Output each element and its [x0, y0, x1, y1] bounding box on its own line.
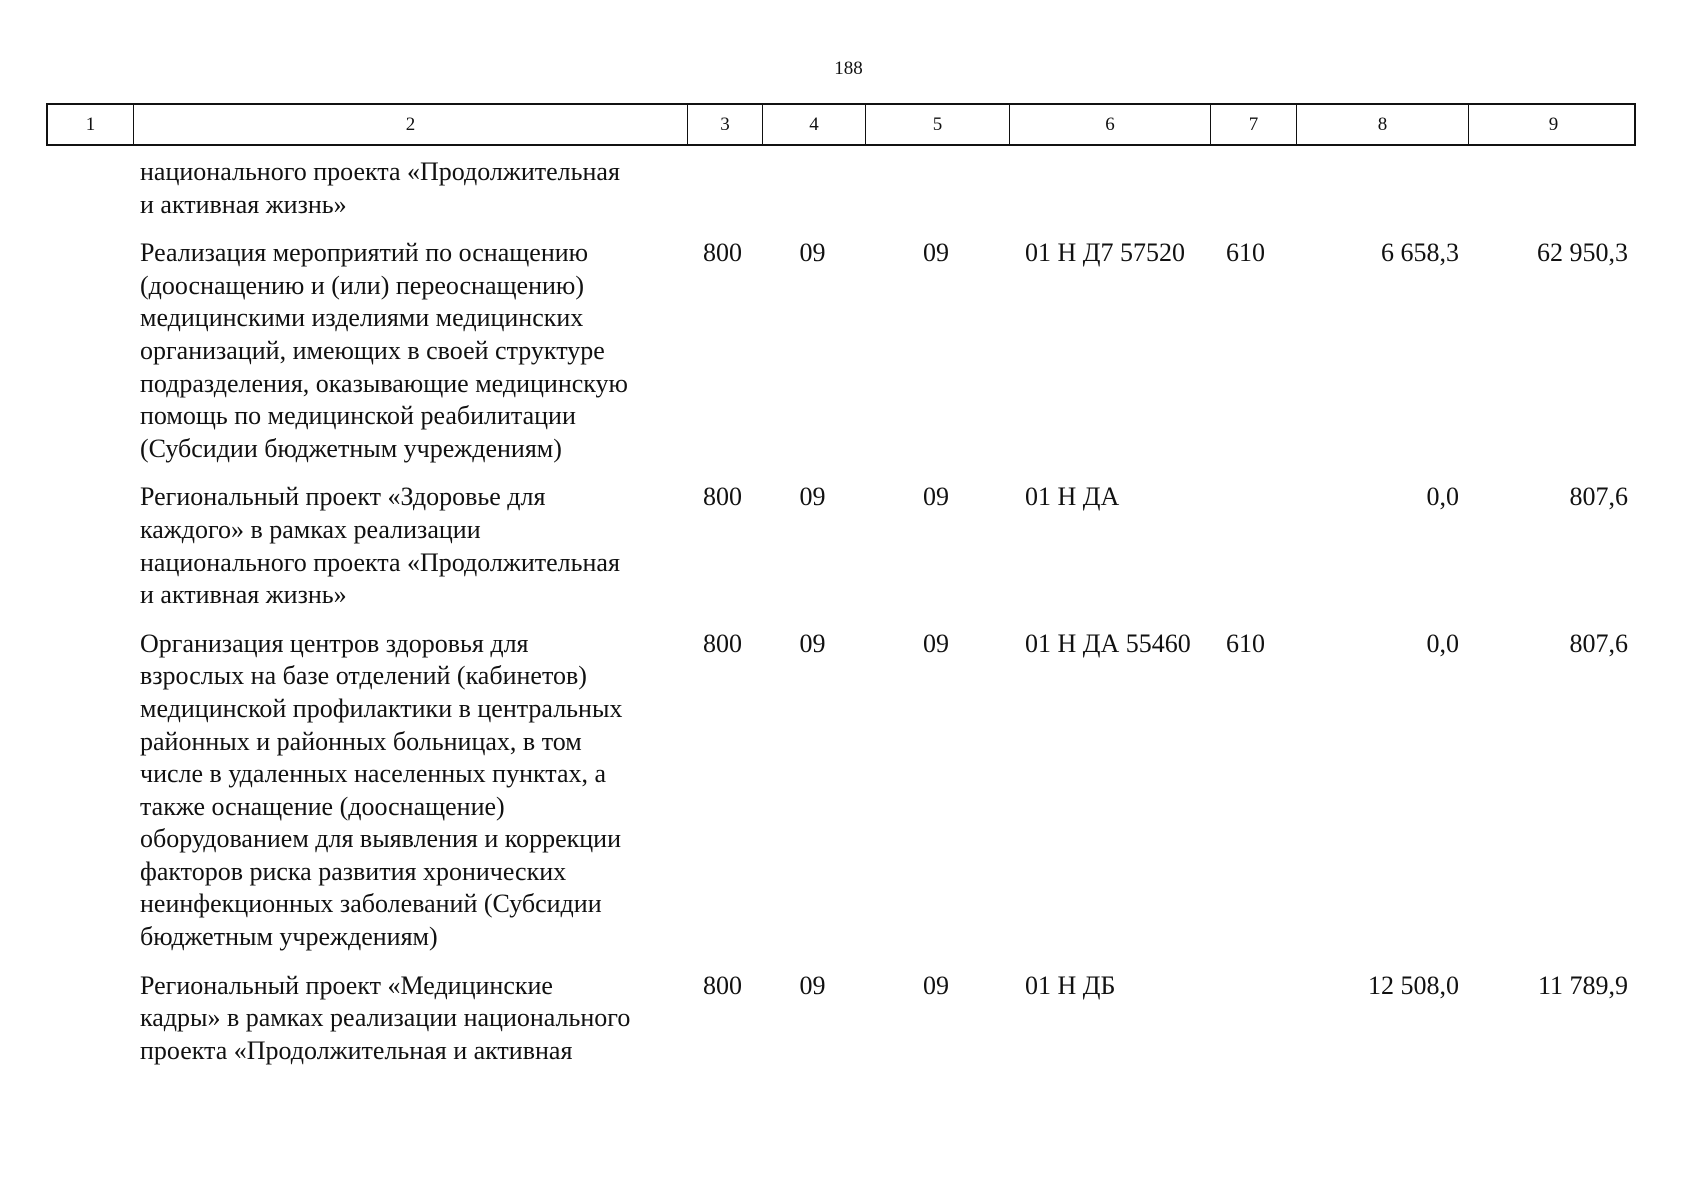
row-col3-code: 800	[703, 628, 742, 658]
row-col6-target-article	[1008, 156, 1209, 221]
table-row	[46, 237, 1636, 465]
row-col6-target-article: 01 Н ДА 55460	[1025, 628, 1191, 658]
row-col6-target-article: 01 Н Д7 57520	[1025, 238, 1186, 268]
table-column-header	[46, 103, 1636, 146]
row-col8-amount	[1295, 156, 1467, 221]
column-number-3: 3	[688, 105, 763, 144]
table-row	[46, 970, 1636, 1068]
column-number-1: 1	[48, 105, 134, 144]
row-col7-expense-type	[1209, 156, 1295, 221]
row-description: Реализация мероприятий по оснащению (дооснащению и (или) переоснащению) медицинскими изделиями медицинских организаций, имеющих в своей структуре подразделения, оказывающие медицинскую помощь по медицинской реабилитации (Субсидии бюджетным учреждениям)	[140, 238, 628, 463]
row-col6-target-article: 01 Н ДБ	[1025, 970, 1116, 1000]
row-description: Организация центров здоровья для взрослых на базе отделений (кабинетов) медицинской профилактики в центральных районных и районных больницах, в том числе в удаленных населенных пунктах, а также оснащение (дооснащение) оборудованием для выявления и коррекции факторов риска развития хронических неинфекционных заболеваний (Субсидии бюджетным учреждениям)	[140, 628, 623, 952]
row-col9-amount: 11 789,9	[1537, 970, 1628, 1000]
row-col3-code: 800	[703, 970, 742, 1000]
column-number-6: 6	[1010, 105, 1211, 144]
column-number-7: 7	[1211, 105, 1297, 144]
row-col7-expense-type: 610	[1226, 238, 1265, 268]
row-col3-code: 800	[703, 238, 742, 268]
row-col9-amount: 62 950,3	[1537, 238, 1628, 268]
column-number-5: 5	[866, 105, 1010, 144]
row-col9-amount: 807,6	[1569, 482, 1628, 512]
row-col9-amount	[1467, 156, 1636, 221]
row-col8-amount: 12 508,0	[1368, 970, 1459, 1000]
row-col4-section: 09	[799, 628, 826, 658]
row-col8-amount: 0,0	[1426, 482, 1459, 512]
table-row	[46, 156, 1636, 221]
row-col4-section: 09	[799, 482, 826, 512]
row-col5-subsection: 09	[923, 238, 949, 268]
row-col5-subsection	[864, 156, 1008, 221]
row-col5-subsection: 09	[923, 482, 949, 512]
row-col7-expense-type	[1209, 481, 1295, 611]
page-number: 188	[834, 58, 863, 79]
row-col8-amount: 0,0	[1426, 628, 1459, 658]
row-col8-amount: 6 658,3	[1381, 238, 1459, 268]
budget-table-body	[46, 156, 1636, 1067]
row-col9-amount: 807,6	[1569, 628, 1628, 658]
row-col5-subsection: 09	[923, 970, 949, 1000]
column-number-2: 2	[134, 105, 688, 144]
row-description: Региональный проект «Медицинские кадры» в рамках реализации национального проекта «Продолжительная и активная	[140, 970, 631, 1065]
row-col4-section: 09	[799, 238, 826, 268]
row-description: национального проекта «Продолжительная и активная жизнь»	[140, 157, 620, 219]
row-col7-expense-type	[1209, 970, 1295, 1068]
row-col6-target-article: 01 Н ДА	[1025, 482, 1120, 512]
row-col4-section	[761, 156, 864, 221]
column-number-8: 8	[1297, 105, 1469, 144]
table-row	[46, 481, 1636, 611]
row-col7-expense-type: 610	[1226, 628, 1265, 658]
table-row	[46, 628, 1636, 954]
column-number-4: 4	[763, 105, 866, 144]
row-col5-subsection: 09	[923, 628, 949, 658]
row-description: Региональный проект «Здоровье для каждого» в рамках реализации национального проекта «Продолжительная и активная жизнь»	[140, 482, 620, 610]
row-col4-section: 09	[799, 970, 826, 1000]
row-col3-code: 800	[703, 482, 742, 512]
column-number-9: 9	[1548, 113, 1559, 135]
row-col3-code	[686, 156, 761, 221]
